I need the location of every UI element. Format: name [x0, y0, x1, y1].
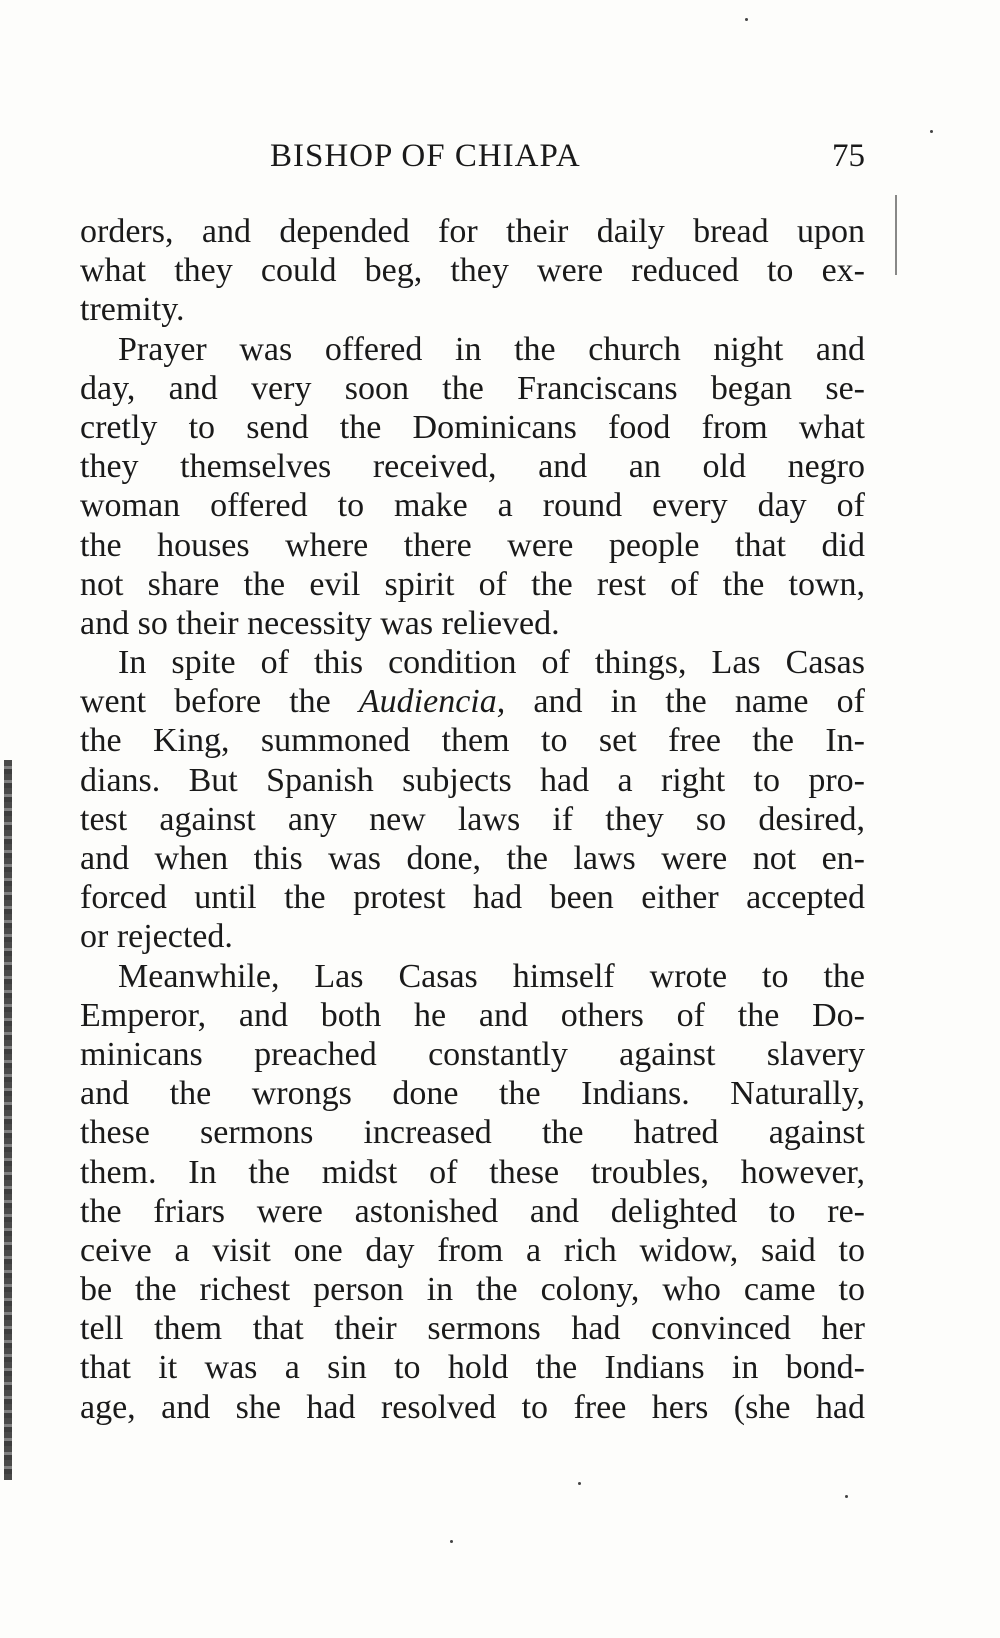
text-line: the friars were astonished and delighted to re-: [80, 1192, 865, 1230]
text-line: these sermons increased the hatred against: [80, 1114, 865, 1152]
paragraph-start-line: In spite of this condition of things, Las Casas: [118, 644, 865, 682]
text-line: orders, and depended for their daily bread upon: [80, 213, 865, 250]
text-line: minicans preached constantly against slavery: [80, 1035, 865, 1073]
text-line: age, and she had resolved to free hers (she had: [80, 1388, 865, 1426]
text-line: the houses where there were people that did: [80, 526, 865, 564]
text-line: what they could beg, they were reduced to ex-: [80, 252, 865, 290]
text-line: the King, summoned them to set free the In-: [80, 722, 865, 760]
text-line: and when this was done, the laws were not en-: [80, 840, 865, 877]
text-line: them. In the midst of these troubles, however,: [80, 1153, 865, 1191]
page-number: 75: [832, 138, 865, 174]
paragraph-start-line: Prayer was offered in the church night and: [118, 330, 865, 368]
text-line: test against any new laws if they so desired,: [80, 800, 865, 838]
margin-mark: [895, 195, 897, 275]
text-line: cretly to send the Dominicans food from what: [80, 408, 865, 446]
text-line: Emperor, and both he and others of the Do-: [80, 996, 865, 1034]
text-line: that it was a sin to hold the Indians in bond-: [80, 1349, 865, 1387]
text-line: tell them that their sermons had convinced her: [80, 1310, 865, 1348]
running-title: BISHOP OF CHIAPA: [270, 138, 581, 174]
paper-speck: [450, 1540, 453, 1543]
text-line: tremity.: [80, 291, 185, 329]
text-line: dians. But Spanish subjects had a right to pro-: [80, 761, 865, 799]
running-header: [80, 138, 865, 178]
text-line: or rejected.: [80, 918, 233, 956]
paper-speck: [745, 18, 748, 21]
text-line: forced until the protest had been either accepted: [80, 879, 865, 917]
text-line: be the richest person in the colony, who came to: [80, 1271, 865, 1309]
text-line: not share the evil spirit of the rest of the town,: [80, 565, 865, 603]
text-line-with-italic: [80, 682, 865, 721]
text-line: woman offered to make a round every day of: [80, 487, 865, 525]
binding-edge-shadow: [4, 760, 12, 1480]
text-line: day, and very soon the Franciscans began se-: [80, 369, 865, 407]
text-segment: went before the: [80, 683, 359, 721]
paper-speck: [578, 1482, 581, 1485]
italic-term: Audiencia,: [358, 683, 506, 721]
paper-speck: [845, 1495, 848, 1498]
text-line: they themselves received, and an old negro: [80, 448, 865, 486]
paper-speck: [930, 130, 933, 133]
text-line: ceive a visit one day from a rich widow, said to: [80, 1231, 865, 1269]
paragraph-start-line: Meanwhile, Las Casas himself wrote to the: [118, 957, 865, 995]
text-segment: and in the name of: [505, 683, 865, 721]
body-text: [80, 212, 865, 1427]
text-line: and the wrongs done the Indians. Naturally,: [80, 1075, 865, 1113]
text-line: and so their necessity was relieved.: [80, 604, 560, 642]
